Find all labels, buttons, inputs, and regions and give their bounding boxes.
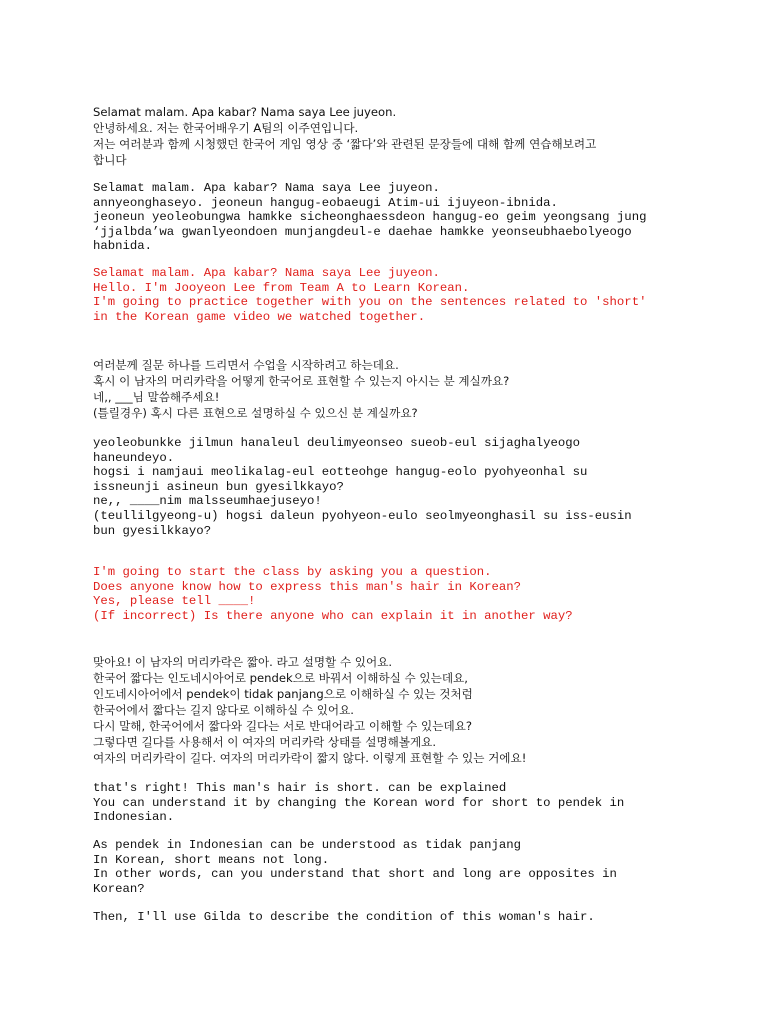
text-line: 안녕하세요. 저는 한국어배우기 A팀의 이주연입니다. xyxy=(93,121,359,135)
text-line: I'm going to start the class by asking you a question. xyxy=(93,565,492,579)
text-line: jeoneun yeoleobungwa hamkke sicheonghaessdeon hangug-eo geim yeongsang jung xyxy=(93,210,647,225)
text-line: 혹시 이 남자의 머리카락을 어떻게 한국어로 표현할 수 있는지 아시는 분 계실까요? xyxy=(93,374,510,388)
question-romanized-paragraph xyxy=(93,436,693,538)
text-line: 한국어에서 짧다는 길지 않다로 이해하실 수 있어요. xyxy=(93,703,354,717)
text-line: in the Korean game video we watched together. xyxy=(93,309,426,324)
text-line: haneundeyo. xyxy=(93,450,175,465)
intro-english-paragraph xyxy=(93,266,693,324)
text-line: habnida. xyxy=(93,239,153,254)
text-line: You can understand it by changing the Korean word for short to pendek in xyxy=(93,795,625,810)
text-line: 인도네시아어에서 pendek이 tidak panjang으로 이해하실 수 있는 것처럼 xyxy=(93,687,473,701)
intro-korean-paragraph xyxy=(93,104,693,168)
text-line: annyeonghaseyo. jeoneun hangug-eobaeugi Atim-ui ijuyeon-ibnida. xyxy=(93,195,558,210)
question-korean-paragraph xyxy=(93,357,693,421)
text-line: bun gyesilkkayo? xyxy=(93,523,212,538)
text-line: 그렇다면 길다를 사용해서 이 여자의 머리카락 상태를 설명해볼게요. xyxy=(93,735,437,749)
text-line: ne,, ____nim malsseumhaejuseyo! xyxy=(93,494,322,509)
text-line: 여러분께 질문 하나를 드리면서 수업을 시작하려고 하는데요. xyxy=(93,358,399,372)
text-line: Hello. I'm Jooyeon Lee from Team A to Learn Korean. xyxy=(93,280,470,295)
text-line: issneunji asineun bun gyesilkkayo? xyxy=(93,479,344,494)
text-line: 여자의 머리카락이 길다. 여자의 머리카락이 짧지 않다. 이렇게 표현할 수 있는 거에요! xyxy=(93,751,527,765)
text-line: that's right! This man's hair is short. can be explained xyxy=(93,781,507,795)
text-line: (If incorrect) Is there anyone who can explain it in another way? xyxy=(93,608,573,623)
text-line: 합니다 xyxy=(93,153,127,167)
explain-english-paragraph xyxy=(93,838,693,896)
text-line: Indonesian. xyxy=(93,810,175,825)
answer-korean-paragraph xyxy=(93,654,693,766)
text-line: (teullilgyeong-u) hogsi daleun pyohyeon-eulo seolmyeonghasil su iss-eusin xyxy=(93,508,632,523)
text-line: Selamat malam. Apa kabar? Nama saya Lee juyeon. xyxy=(93,181,440,195)
text-line: 다시 말해, 한국어에서 짧다와 길다는 서로 반대어라고 이해할 수 있는데요? xyxy=(93,719,472,733)
text-line: Korean? xyxy=(93,881,145,896)
text-line: Selamat malam. Apa kabar? Nama saya Lee juyeon. xyxy=(93,105,397,119)
text-line: hogsi i namjaui meolikalag-eul eotteohge hangug-eolo pyohyeonhal su xyxy=(93,465,588,480)
text-line: I'm going to practice together with you on the sentences related to 'short' xyxy=(93,295,647,310)
text-line: Selamat malam. Apa kabar? Nama saya Lee juyeon. xyxy=(93,266,440,280)
text-line: Then, I'll use Gilda to describe the condition of this woman's hair. xyxy=(93,910,595,924)
question-english-paragraph xyxy=(93,565,693,623)
text-line: In other words, can you understand that short and long are opposites in xyxy=(93,867,617,882)
text-line: In Korean, short means not long. xyxy=(93,852,330,867)
text-line: (틀릴경우) 혹시 다른 표현으로 설명하실 수 있으신 분 계실까요? xyxy=(93,406,418,420)
text-line: ‘jjalbda’wa gwanlyeondoen munjangdeul-e daehae hamkke yeonseubhaebolyeogo xyxy=(93,224,632,239)
closing-english-paragraph xyxy=(93,910,693,925)
text-line: As pendek in Indonesian can be understood as tidak panjang xyxy=(93,838,522,852)
answer-english-paragraph xyxy=(93,781,693,825)
text-line: 저는 여러분과 함께 시청했던 한국어 게임 영상 중 ‘짧다’와 관련된 문장들에 대해 함께 연습해보려고 xyxy=(93,137,597,151)
text-line: Does anyone know how to express this man's hair in Korean? xyxy=(93,579,522,594)
intro-romanized-paragraph xyxy=(93,181,693,254)
text-line: yeoleobunkke jilmun hanaleul deulimyeonseo sueob-eul sijaghalyeogo xyxy=(93,436,581,450)
text-line: 네,, ___님 말씀해주세요! xyxy=(93,390,220,404)
text-line: 맞아요! 이 남자의 머리카락은 짧아. 라고 설명할 수 있어요. xyxy=(93,655,393,669)
text-line: Yes, please tell ____! xyxy=(93,594,256,609)
text-line: 한국어 짧다는 인도네시아어로 pendek으로 바꿔서 이해하실 수 있는데요, xyxy=(93,671,468,685)
